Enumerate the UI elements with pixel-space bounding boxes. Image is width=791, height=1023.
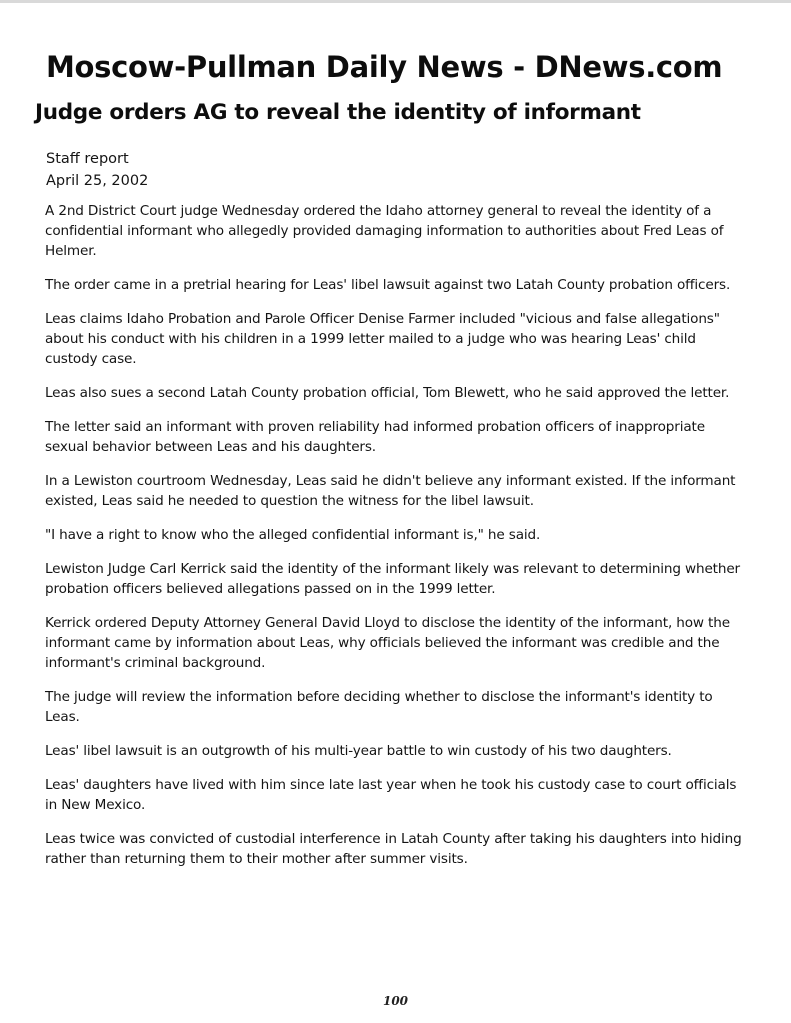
- byline-date: April 25, 2002: [46, 173, 149, 189]
- byline: [46, 148, 148, 192]
- article-paragraph: Leas also sues a second Latah County probation official, Tom Blewett, who he said approved the letter.: [45, 385, 730, 401]
- article-paragraph: Leas' daughters have lived with him since late last year when he took his custody case to court officials in New Mexico.: [45, 777, 737, 813]
- article-paragraph: A 2nd District Court judge Wednesday ordered the Idaho attorney general to reveal the identity of a confidential informant who allegedly provided damaging information to authorities about Fred Leas of Helmer.: [45, 203, 724, 259]
- article-paragraph: Leas' libel lawsuit is an outgrowth of his multi-year battle to win custody of his two daughters.: [45, 743, 672, 759]
- article-paragraph: Leas claims Idaho Probation and Parole Officer Denise Farmer included "vicious and false allegations" about his conduct with his children in a 1999 letter mailed to a judge who was hearing Leas' child custody case.: [45, 311, 720, 367]
- article-body: [45, 201, 745, 883]
- article-paragraph: The letter said an informant with proven reliability had informed probation officers of inappropriate sexual behavior between Leas and his daughters.: [45, 419, 705, 455]
- article-headline: Judge orders AG to reveal the identity of informant: [35, 100, 641, 125]
- article-paragraph: In a Lewiston courtroom Wednesday, Leas said he didn't believe any informant existed. If the informant existed, Leas said he needed to question the witness for the libel lawsuit.: [45, 473, 736, 509]
- article-paragraph: Kerrick ordered Deputy Attorney General David Lloyd to disclose the identity of the informant, how the informant came by information about Leas, why officials believed the informant was credible and the informant's criminal background.: [45, 615, 730, 671]
- byline-author: Staff report: [46, 151, 129, 167]
- masthead-title: Moscow-Pullman Daily News - DNews.com: [46, 50, 723, 84]
- article-paragraph: The order came in a pretrial hearing for Leas' libel lawsuit against two Latah County probation officers.: [45, 277, 731, 293]
- article-paragraph: "I have a right to know who the alleged confidential informant is," he said.: [45, 527, 541, 543]
- scan-edge-divider: [0, 0, 791, 3]
- article-paragraph: Lewiston Judge Carl Kerrick said the identity of the informant likely was relevant to determining whether probation officers believed allegations passed on in the 1999 letter.: [45, 561, 740, 597]
- page-number: 100: [382, 994, 409, 1008]
- article-paragraph: Leas twice was convicted of custodial interference in Latah County after taking his daughters into hiding rather than returning them to their mother after summer visits.: [45, 831, 742, 867]
- article-paragraph: The judge will review the information before deciding whether to disclose the informant's identity to Leas.: [45, 689, 713, 725]
